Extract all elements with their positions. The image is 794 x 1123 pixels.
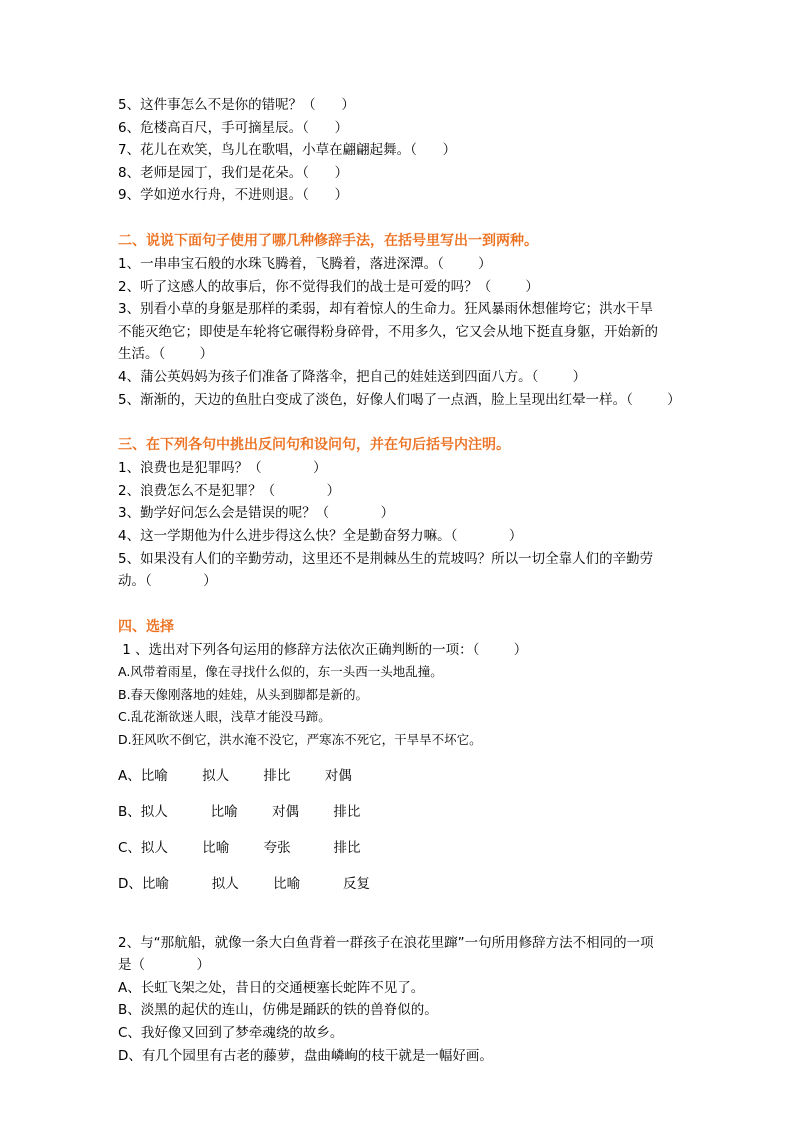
question-gap (118, 910, 684, 932)
question-item: 5、如果没有人们的辛勤劳动，这里还不是荆棘丛生的荒坡吗？所以一切全靠人们的辛勤劳 (118, 550, 654, 567)
answer-option: D、有几个园里有古老的藤萝，盘曲嶙峋的枝干就是一幅好画。 (118, 1047, 493, 1064)
question-item: 2、浪费怎么不是犯罪？（ ） (118, 482, 341, 499)
section-gap (118, 593, 684, 615)
question-item-continued: 不能灭绝它；即使是车轮将它碾得粉身碎骨，不用多久，它又会从地下挺直身躯，开始新的 (118, 323, 658, 340)
question-item: 5、渐渐的，天边的鱼肚白变成了淡色，好像人们喝了一点酒，脸上呈现出红晕一样。（ ） (118, 391, 681, 408)
section-two (118, 229, 684, 411)
section-heading: 二、说说下面句子使用了哪几种修辞手法，在括号里写出一到两种。 (118, 232, 538, 249)
choice-question-2 (118, 932, 684, 1068)
section-four (118, 615, 684, 1067)
section-gap (118, 411, 684, 433)
question-item: 8、老师是园丁，我们是花朵。（ ） (118, 164, 349, 181)
answer-option: D、比喻 拟人 比喻 反复 (118, 876, 371, 893)
question-item: 3、别看小草的身躯是那样的柔弱，却有着惊人的生命力。狂风暴雨休想催垮它；洪水干旱 (118, 301, 654, 318)
answer-option: A、长虹飞架之处，昔日的交通梗塞长蛇阵不见了。 (118, 979, 425, 996)
question-item: 4、蒲公英妈妈为孩子们准备了降落伞，把自己的娃娃送到四面八方。（ ） (118, 368, 587, 385)
answer-option: C、拟人 比喻 夸张 排比 (118, 840, 361, 857)
section-heading: 四、选择 (118, 618, 174, 635)
question-stem-continued: 是（ ） (118, 957, 210, 974)
question-item: 2、听了这感人的故事后，你不觉得我们的战士是可爱的吗？（ ） (118, 278, 539, 295)
example-sentence: D.狂风吹不倒它，洪水淹不没它，严寒冻不死它，干旱旱不坏它。 (118, 732, 482, 748)
example-sentence: C.乱花渐欲迷人眼，浅草才能没马蹄。 (118, 709, 331, 725)
question-item-continued: 动。（ ） (118, 573, 217, 590)
question-item-continued: 生活。（ ） (118, 346, 214, 363)
question-item: 9、学如逆水行舟，不进则退。（ ） (118, 187, 349, 204)
section-heading: 三、在下列各句中挑出反问句和设问句，并在句后括号内注明。 (118, 437, 510, 454)
question-item: 6、危楼高百尺，手可摘星辰。（ ） (118, 119, 349, 136)
question-stem: 1 、选出对下列各句运用的修辞方法依次正确判断的一项：（ ） (118, 641, 528, 658)
answer-option: B、拟人 比喻 对偶 排比 (118, 804, 361, 821)
example-sentence: B.春天像刚落地的娃娃，从头到脚都是新的。 (118, 686, 369, 702)
worksheet-page (118, 94, 684, 1067)
intro-question-list (118, 94, 684, 207)
answer-option: A、比喻 拟人 排比 对偶 (118, 768, 352, 785)
question-item: 4、这一学期他为什么进步得这么快？全是勤奋努力嘛。（ ） (118, 527, 523, 544)
section-three (118, 433, 684, 593)
question-item: 1、浪费也是犯罪吗？（ ） (118, 460, 327, 477)
section-gap (118, 207, 684, 229)
example-sentence: A.风带着雨星，像在寻找什么似的，东一头西一头地乱撞。 (118, 664, 443, 680)
answer-option: B、淡黑的起伏的连山，仿佛是踊跃的铁的兽脊似的。 (118, 1002, 438, 1019)
question-item: 5、这件事怎么不是你的错呢？（ ） (118, 97, 355, 113)
choice-question-1 (118, 639, 684, 896)
question-stem: 2、与“那航船，就像一条大白鱼背着一群孩子在浪花里蹿”一句所用修辞方法不相同的一项 (118, 934, 654, 951)
answer-option: C、我好像又回到了梦牵魂绕的故乡。 (118, 1024, 344, 1041)
question-item: 3、勤学好问怎么会是错误的呢？（ ） (118, 505, 395, 522)
question-item: 1、一串串宝石般的水珠飞腾着，飞腾着，落进深潭。（ ） (118, 255, 492, 272)
question-item: 7、花儿在欢笑，鸟儿在歌唱，小草在翩翩起舞。（ ） (118, 142, 457, 159)
